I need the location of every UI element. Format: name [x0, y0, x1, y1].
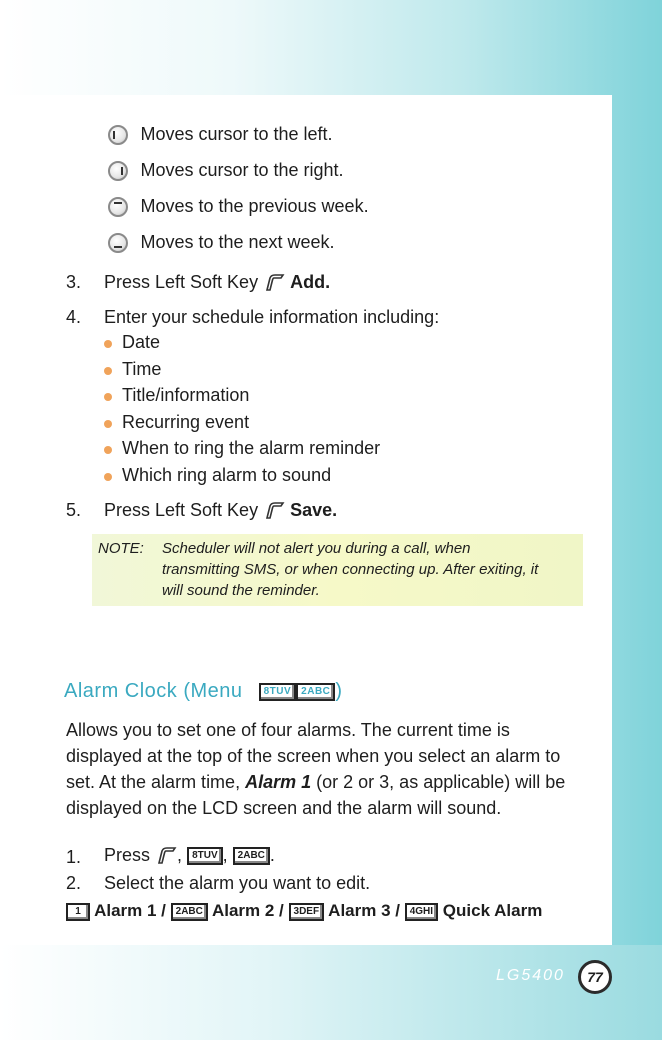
note-line-3: will sound the reminder.	[162, 582, 320, 599]
model-name: LG5400	[496, 967, 565, 984]
bullet-item	[104, 412, 380, 439]
bullet-icon	[104, 340, 112, 348]
bullet-item	[104, 332, 380, 359]
nav-right-row	[108, 160, 344, 181]
step-4-number: 4.	[66, 307, 82, 327]
left-softkey-icon	[263, 273, 285, 293]
bullet-icon	[104, 420, 112, 428]
nav-right-text: Moves cursor to the right.	[140, 160, 344, 180]
alarm-option-label: Alarm 2 /	[211, 901, 284, 920]
alarm-1-emphasis: Alarm 1	[245, 772, 312, 792]
nav-right-key-icon	[108, 161, 128, 181]
left-softkey-icon	[263, 501, 285, 521]
alarm-options-row	[66, 901, 542, 921]
key-8-icon: 8TUV	[187, 847, 223, 865]
nav-up-key-icon	[108, 197, 128, 217]
para-line-1: Allows you to set one of four alarms. The current time is	[66, 720, 510, 740]
nav-left-key-icon	[108, 125, 128, 145]
bullet-list	[104, 332, 380, 492]
nav-down-text: Moves to the next week.	[140, 232, 335, 252]
left-softkey-icon	[155, 846, 177, 866]
bullet-item	[104, 438, 380, 465]
key-8-icon: 8TUV	[259, 683, 297, 701]
bullet-text: Title/information	[122, 385, 250, 406]
note-line-2: transmitting SMS, or when connecting up. After exiting, it	[162, 561, 539, 578]
comma: ,	[177, 845, 183, 865]
bullet-text: Time	[122, 358, 162, 379]
step-4-text: Enter your schedule information including:	[104, 307, 440, 327]
bullet-icon	[104, 393, 112, 401]
step-3-bold: Add.	[290, 272, 331, 292]
key-2-icon: 2ABC	[233, 847, 270, 865]
step-2-text: Select the alarm you want to edit.	[104, 873, 371, 893]
bullet-text: Which ring alarm to sound	[122, 464, 332, 485]
key-1-icon: 1	[66, 903, 90, 921]
nav-up-row	[108, 196, 369, 217]
para-line-3a: set. At the alarm time,	[66, 772, 241, 792]
step-5-number: 5.	[66, 500, 82, 520]
step-1-number: 1.	[66, 847, 82, 867]
step-3	[104, 272, 330, 293]
bullet-icon	[104, 367, 112, 375]
nav-left-text: Moves cursor to the left.	[140, 124, 333, 144]
step-1	[104, 845, 275, 866]
period: .	[269, 845, 275, 865]
step-1-text: Press	[104, 845, 151, 865]
section-title: Alarm Clock (Menu	[64, 680, 243, 702]
section-heading	[64, 680, 343, 703]
page-number: 77	[578, 960, 612, 994]
key-2-icon: 2ABC	[296, 683, 335, 701]
note-box	[92, 534, 583, 606]
note-label: NOTE:	[98, 540, 144, 557]
nav-left-row	[108, 124, 333, 145]
nav-down-key-icon	[108, 233, 128, 253]
bullet-item	[104, 385, 380, 412]
key-4-icon: 4GHI	[405, 903, 438, 921]
step-3-number: 3.	[66, 272, 82, 292]
comma: ,	[222, 845, 228, 865]
step-5	[104, 500, 337, 521]
nav-down-row	[108, 232, 335, 253]
step-5-bold: Save.	[290, 500, 338, 520]
para-line-3	[66, 772, 565, 793]
bullet-icon	[104, 446, 112, 454]
alarm-option-label: Alarm 3 /	[328, 901, 400, 920]
bullet-icon	[104, 473, 112, 481]
step-2-number: 2.	[66, 873, 82, 893]
section-close: )	[335, 680, 343, 702]
key-2-icon: 2ABC	[171, 903, 208, 921]
key-3-icon: 3DEF	[289, 903, 325, 921]
step-3-text: Press Left Soft Key	[104, 272, 259, 292]
nav-up-text: Moves to the previous week.	[140, 196, 369, 216]
bottom-band	[0, 945, 662, 1040]
alarm-option-label: Quick Alarm	[442, 901, 543, 920]
para-line-2: displayed at the top of the screen when you select an alarm to	[66, 746, 561, 766]
alarm-option-label: Alarm 1 /	[94, 901, 166, 920]
para-line-3c: (or 2 or 3, as applicable) will be	[316, 772, 566, 792]
bullet-item	[104, 465, 380, 492]
para-line-4: displayed on the LCD screen and the alarm will sound.	[66, 798, 502, 818]
bullet-text: Date	[122, 332, 161, 352]
bullet-item	[104, 359, 380, 386]
note-line-1: Scheduler will not alert you during a call, when	[162, 540, 471, 557]
bullet-text: Recurring event	[122, 411, 250, 432]
bullet-text: When to ring the alarm reminder	[122, 438, 381, 459]
step-5-text: Press Left Soft Key	[104, 500, 259, 520]
